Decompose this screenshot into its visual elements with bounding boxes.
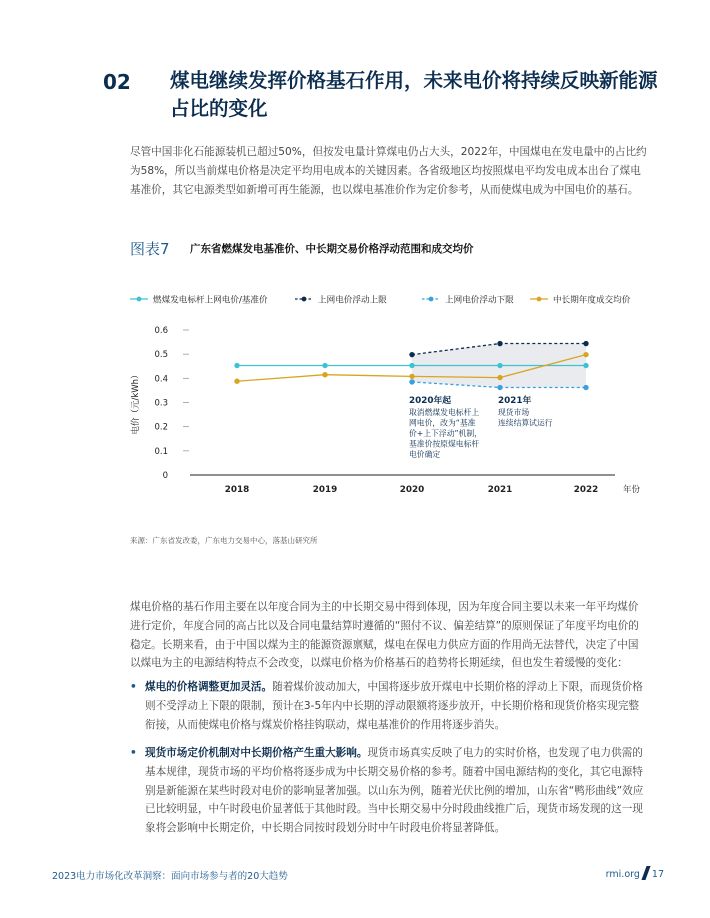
data-point <box>583 363 588 368</box>
data-point <box>583 385 588 390</box>
annotation-title: 2020年起 <box>409 396 452 406</box>
annotation-text: 价+上下浮动”机制， <box>409 429 482 438</box>
data-point <box>234 379 239 384</box>
legend-marker <box>137 297 142 302</box>
legend-label: 燃煤发电标杆上网电价/基准价 <box>153 295 268 306</box>
section-title: 煤电继续发挥价格基石作用，未来电价将持续反映新能源占比的变化 <box>170 69 658 120</box>
y-tick-label: 0.4 <box>154 374 168 385</box>
footer-site: rmi.org <box>605 869 640 880</box>
data-point <box>409 374 414 379</box>
data-point <box>409 379 414 384</box>
bullet-item <box>130 678 645 734</box>
price-line-chart <box>125 285 655 510</box>
bullet-text: 随着煤价波动加大，中国将逐步放开煤电中长期价格的浮动上下限，而现货价格则不受浮动上下限的限制，预计在3-5年内中长期的浮动限额将逐步放开，中长期价格和现货价格实现完整衔接，从而使煤电价格与煤炭价格挂钩联动，煤电基准价的作用将逐步消失。 <box>145 681 643 731</box>
bullet-item <box>130 744 645 838</box>
footer-report-title: 2023电力市场化改革洞察：面向市场参与者的20大趋势 <box>52 871 288 882</box>
legend-marker <box>429 297 434 302</box>
data-point <box>583 341 588 346</box>
x-tick-label: 2022 <box>573 485 599 495</box>
x-tick-label: 2020 <box>399 485 425 495</box>
body-paragraph: 煤电价格的基石作用主要在以年度合同为主的中长期交易中得到体现，因为年度合同主要以未来一年平均煤价进行定价，年度合同的高占比以及合同电量结算时遵循的“照付不议、偏差结算”的原则保证了年度平均电价的稳定。长期来看，由于中国以煤为主的能源资源禀赋，煤电在保电力供应方面的作用尚无法替代，决定了中国以煤电为主的电源结构特点不会改变，以煤电价格为价格基石的趋势将长期延续，但也发生着缓慢的变化： <box>130 601 639 670</box>
data-point <box>409 363 414 368</box>
legend-label: 上网电价浮动上限 <box>318 295 387 306</box>
y-tick-label: 0.2 <box>154 422 168 433</box>
legend-label: 上网电价浮动下限 <box>445 295 514 306</box>
data-point <box>322 372 327 377</box>
x-tick-label: 2018 <box>224 485 250 495</box>
bullet-dot: • <box>130 747 137 759</box>
x-tick-label: 2019 <box>312 485 338 495</box>
data-point <box>409 352 414 357</box>
annotation-text: 现货市场 <box>498 408 530 417</box>
data-point <box>322 363 327 368</box>
footer-page-number: 17 <box>651 869 664 880</box>
bullet-text: 现货市场真实反映了电力的实时价格，也发现了电力供需的基本规律，现货市场的平均价格将逐步成为中长期交易价格的参考。随着中国电源结构的变化，其它电源特别是新能源在某些时段对电价的影响显著加强。以山东为例，随着光伏比例的增加，山东省“鸭形曲线”效应已比较明显，中午时段电价显著低于其他时段。当中长期交易中分时段曲线推广后，现货市场发现的这一现象将会影响中长期定价，中长期合同按时段划分时中午时段电价将显著降低。 <box>145 747 644 835</box>
figure-label: 图表7 <box>130 240 170 258</box>
annotation-title: 2021年 <box>498 396 532 406</box>
data-point <box>497 375 502 380</box>
annotation-text: 基准价按原煤电标杆 <box>409 439 480 449</box>
footer-slash-icon <box>641 866 650 880</box>
bullet-lead: 煤电的价格调整更加灵活。 <box>145 681 273 693</box>
y-tick-label: 0.3 <box>154 398 168 409</box>
annotation-text: 连续结算试运行 <box>498 418 553 428</box>
x-axis-label: 年份 <box>623 485 641 495</box>
data-point <box>583 352 588 357</box>
y-tick-label: 0 <box>162 471 168 481</box>
annotation-text: 取消燃煤发电标杆上 <box>409 408 480 417</box>
legend-marker <box>537 297 542 302</box>
section-number: 02 <box>103 70 131 94</box>
y-tick-label: 0.6 <box>154 326 168 336</box>
annotation-text: 电价确定 <box>409 450 441 459</box>
data-point <box>497 363 502 368</box>
data-point <box>234 363 239 368</box>
data-point <box>497 341 502 346</box>
y-tick-label: 0.1 <box>154 446 168 457</box>
figure-title: 广东省燃煤发电基准价、中长期交易价格浮动范围和成交均价 <box>190 243 474 255</box>
bullet-lead: 现货市场定价机制对中长期价格产生重大影响。 <box>145 747 368 759</box>
legend-marker <box>302 297 307 302</box>
data-point <box>497 385 502 390</box>
chart-plot-area <box>130 326 641 495</box>
legend-label: 中长期年度成交均价 <box>553 295 631 306</box>
y-axis-label: 电价（元/kWh） <box>131 370 141 435</box>
x-tick-label: 2021 <box>487 485 513 495</box>
annotation-text: 网电价，改为“基准 <box>409 418 476 428</box>
y-tick-label: 0.5 <box>154 350 168 361</box>
intro-paragraph: 尽管中国非化石能源装机已超过50%，但按发电量计算煤电仍占大头，2022年，中国煤电在发电量中的占比约为58%，所以当前煤电价格是决定平均用电成本的关键因素。各省级地区均按照煤电平均发电成本出台了煤电基准价，其它电源类型如新增可再生能源，也以煤电基准价作为定价参考，从而使煤电成为中国电价的基石。 <box>130 146 647 196</box>
figure-source: 来源：广东省发改委，广东电力交易中心，落基山研究所 <box>130 536 318 545</box>
bullet-dot: • <box>130 681 137 693</box>
chart-legend <box>130 294 631 306</box>
footer-page-info <box>606 866 664 880</box>
